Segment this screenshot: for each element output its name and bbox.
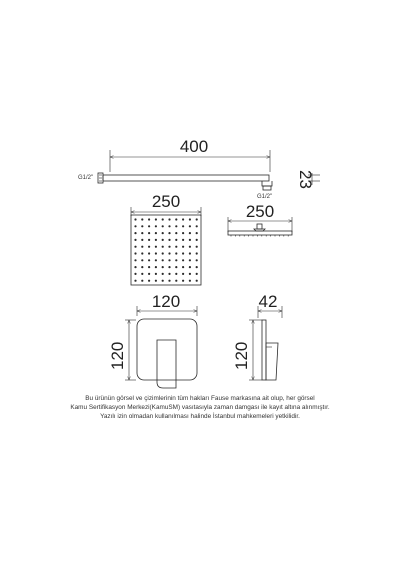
head-width-top-label: 250 <box>151 192 181 211</box>
nozzle-dot <box>189 266 191 268</box>
shower-head-top-view <box>131 192 201 285</box>
nozzle-dot <box>148 218 150 220</box>
nozzle-dot <box>175 246 177 248</box>
nozzle-dot <box>182 252 184 254</box>
nozzle-dot <box>189 273 191 275</box>
nozzle-dot <box>182 239 184 241</box>
nozzle-dot <box>196 218 198 220</box>
nozzle-dot <box>196 252 198 254</box>
nozzle-dot <box>175 266 177 268</box>
nozzle-dot <box>134 239 136 241</box>
nozzle-dot <box>162 259 164 261</box>
nozzle-dot <box>175 225 177 227</box>
valve-width-label: 120 <box>151 292 181 311</box>
nozzle-dot <box>189 225 191 227</box>
nozzle-dot <box>182 225 184 227</box>
nozzle-dot <box>182 266 184 268</box>
nozzle-dot <box>141 273 143 275</box>
nozzle-dot <box>141 232 143 234</box>
nozzle-dot <box>134 232 136 234</box>
nozzle-dot <box>168 239 170 241</box>
nozzle-dot <box>148 273 150 275</box>
nozzle-dot <box>155 218 157 220</box>
nozzle-dot <box>182 259 184 261</box>
valve-depth-label: 42 <box>258 292 278 311</box>
nozzle-dot <box>189 252 191 254</box>
nozzle-dot <box>189 232 191 234</box>
nozzle-dot <box>168 232 170 234</box>
nozzle-dot <box>168 252 170 254</box>
nozzle-dot <box>134 273 136 275</box>
nozzle-dot <box>196 266 198 268</box>
nozzle-dot <box>134 225 136 227</box>
nozzle-dot <box>155 273 157 275</box>
nozzle-dot <box>134 266 136 268</box>
nozzle-dot <box>148 239 150 241</box>
valve-cover-plate <box>137 319 197 380</box>
nozzle-dot <box>189 259 191 261</box>
nozzle-dot <box>148 266 150 268</box>
valve-height-side-label: 120 <box>232 341 251 370</box>
nozzle-dot <box>141 280 143 282</box>
nozzle-dot <box>162 218 164 220</box>
nozzle-dot <box>148 232 150 234</box>
nozzle-dot <box>175 232 177 234</box>
copyright-caption <box>40 394 360 422</box>
nozzle-grid <box>134 218 197 281</box>
nozzle-dot <box>134 259 136 261</box>
nozzle-dot <box>189 218 191 220</box>
nozzle-dot <box>148 259 150 261</box>
nozzle-dot <box>196 246 198 248</box>
nozzle-dot <box>155 259 157 261</box>
nozzle-dot <box>196 239 198 241</box>
arm-length-label: 400 <box>179 137 209 156</box>
nozzle-dot <box>141 218 143 220</box>
nozzle-dot <box>168 266 170 268</box>
nozzle-dot <box>168 225 170 227</box>
nozzle-dot <box>182 280 184 282</box>
arm-pipe <box>103 175 269 181</box>
valve-height-label: 120 <box>108 341 127 370</box>
nozzle-dot <box>148 225 150 227</box>
nozzle-dot <box>168 273 170 275</box>
shower-head-side-view <box>228 202 292 237</box>
shower-arm-view <box>78 137 320 200</box>
nozzle-dot <box>168 246 170 248</box>
nozzle-dot <box>162 273 164 275</box>
nozzle-dot <box>155 239 157 241</box>
nozzle-dot <box>168 218 170 220</box>
nozzle-dot <box>182 246 184 248</box>
nozzle-dot <box>155 252 157 254</box>
nozzle-dot <box>182 232 184 234</box>
nozzle-dot <box>189 246 191 248</box>
nozzle-dot <box>196 232 198 234</box>
nozzle-dot <box>134 218 136 220</box>
caption-line-1: Bu ürünün görsel ve çizimlerinin tüm hakları Fause markasına ait olup, her görsel <box>85 395 315 402</box>
arm-height-label: 23 <box>296 170 315 189</box>
head-connector <box>263 186 271 190</box>
nozzle-dot <box>182 218 184 220</box>
nozzle-dot <box>148 246 150 248</box>
caption-line-3: Yazılı izin olmadan kullanılması halinde İstanbul mahkemeleri yetkilidir. <box>100 413 300 421</box>
arm-elbow <box>262 181 272 186</box>
nozzle-dot <box>134 246 136 248</box>
thread-right-label: G1/2" <box>257 194 273 200</box>
thread-left-label: G1/2" <box>78 175 94 181</box>
nozzle-dot <box>155 246 157 248</box>
nozzle-dot <box>162 280 164 282</box>
nozzle-dot <box>162 239 164 241</box>
nozzle-dot <box>175 218 177 220</box>
valve-lever <box>157 340 176 388</box>
nozzle-dot <box>189 239 191 241</box>
nozzle-dot <box>141 266 143 268</box>
nozzle-dot <box>196 259 198 261</box>
nozzle-dot <box>141 246 143 248</box>
nozzle-dot <box>141 239 143 241</box>
nozzle-dot <box>175 252 177 254</box>
nozzle-dot <box>148 280 150 282</box>
nozzle-dot <box>196 225 198 227</box>
nozzle-dot <box>141 259 143 261</box>
nozzle-dot <box>155 232 157 234</box>
nozzle-dot <box>175 239 177 241</box>
valve-side-plate <box>262 320 266 380</box>
valve-side-lever <box>266 343 278 380</box>
nozzle-dot <box>134 280 136 282</box>
caption-line-2: Kamu Sertifikasyon Merkezi(KamuSM) vasıtasıyla zaman damgası ile kayıt altına alınmıştır. <box>70 404 330 412</box>
nozzle-dot <box>162 232 164 234</box>
valve-side-view <box>232 292 282 380</box>
nozzle-dot <box>141 252 143 254</box>
valve-front-view <box>108 292 197 388</box>
nozzle-dot <box>175 259 177 261</box>
nozzle-dot <box>148 252 150 254</box>
nozzle-dot <box>155 280 157 282</box>
nozzle-dot <box>141 225 143 227</box>
nozzle-dot <box>162 266 164 268</box>
nozzle-dot <box>134 252 136 254</box>
nozzle-dot <box>196 280 198 282</box>
nozzle-dot <box>155 225 157 227</box>
nozzle-dot <box>175 280 177 282</box>
nozzle-dot <box>168 259 170 261</box>
nozzle-dot <box>189 280 191 282</box>
nozzle-dot <box>162 225 164 227</box>
nozzle-dot <box>182 273 184 275</box>
head-width-side-label: 250 <box>245 202 275 221</box>
nozzle-dot <box>155 266 157 268</box>
nozzle-dot <box>196 273 198 275</box>
head-side-connector <box>257 224 262 229</box>
nozzle-dot <box>162 252 164 254</box>
nozzle-dot <box>162 246 164 248</box>
nozzle-dot <box>175 273 177 275</box>
head-side-plate <box>228 231 292 235</box>
nozzle-dot <box>168 280 170 282</box>
